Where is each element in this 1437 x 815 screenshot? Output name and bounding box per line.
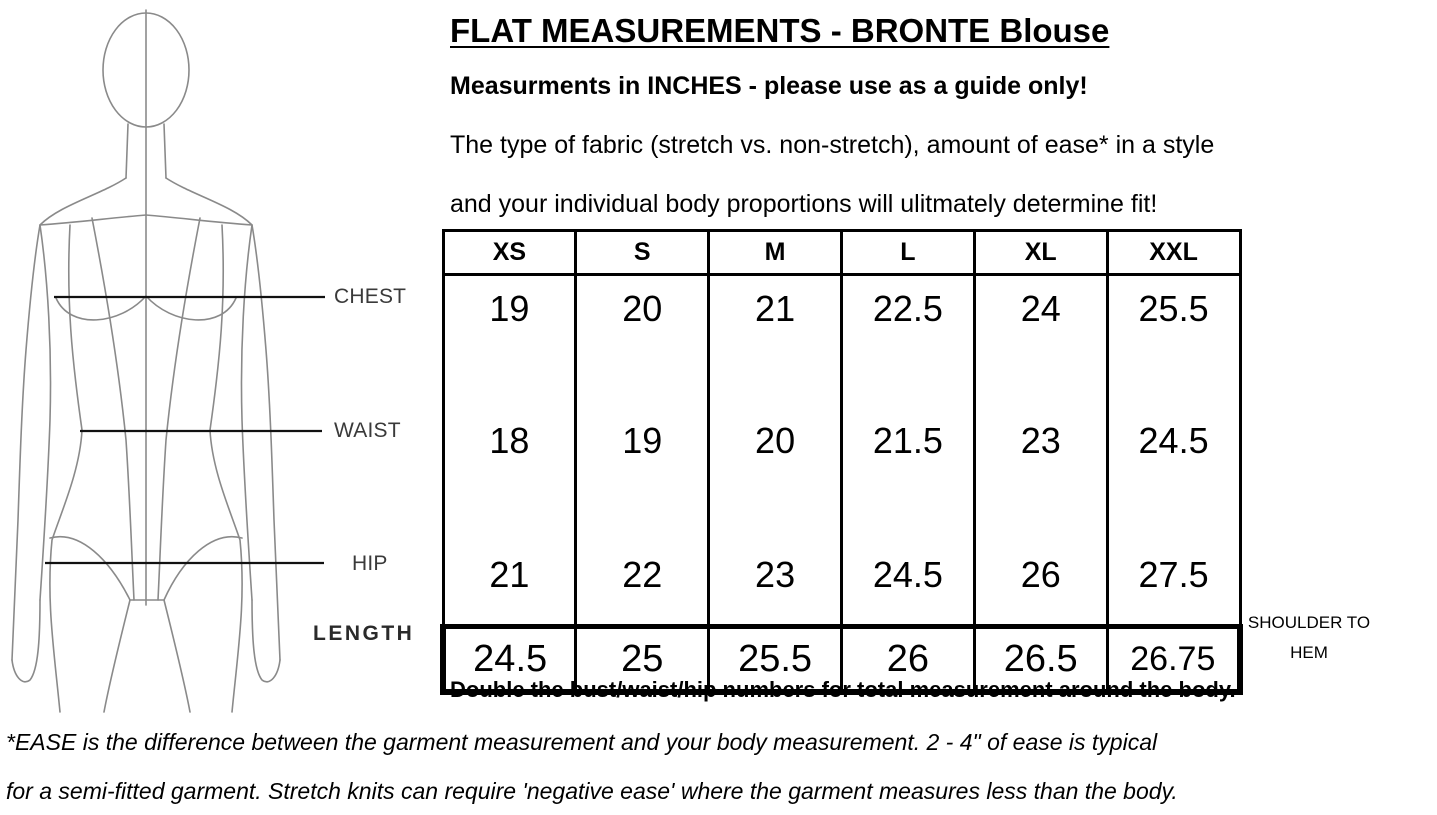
table-cell: 21 <box>443 550 576 627</box>
table-cell: 25.5 <box>1107 275 1240 411</box>
table-cell: 20 <box>576 275 709 411</box>
ease-note-line-1: *EASE is the difference between the garment measurement and your body measurement. 2 - 4" of ease is typical <box>6 729 1158 755</box>
size-header-l: L <box>841 231 974 275</box>
size-header-xxl: XXL <box>1107 231 1240 275</box>
double-measurement-note: Double the bust/waist/hip numbers for total measurement around the body. <box>450 677 1236 702</box>
table-cell: 23 <box>709 550 842 627</box>
table-header-row <box>443 231 1240 275</box>
description-line-1: The type of fabric (stretch vs. non-stretch), amount of ease* in a style <box>450 131 1215 159</box>
table-cell: 24.5 <box>443 627 576 693</box>
table-cell: 19 <box>576 410 709 550</box>
size-header-m: M <box>709 231 842 275</box>
table-cell: 27.5 <box>1107 550 1240 627</box>
table-cell: 26.75 <box>1107 627 1240 693</box>
table-cell: 25.5 <box>709 627 842 693</box>
body-measurement-figure <box>0 0 440 720</box>
table-cell: 24 <box>974 275 1107 411</box>
table-cell: 21 <box>709 275 842 411</box>
table-cell: 25 <box>576 627 709 693</box>
page-subtitle: Measurments in INCHES - please use as a guide only! <box>450 72 1088 100</box>
table-cell: 21.5 <box>841 410 974 550</box>
length-note-line-1: SHOULDER TO <box>1247 613 1371 632</box>
table-cell: 22 <box>576 550 709 627</box>
chest-label: CHEST <box>334 285 407 308</box>
table-cell: 19 <box>443 275 576 411</box>
table-cell: 18 <box>443 410 576 550</box>
chest-row <box>443 275 1240 411</box>
length-note <box>1240 608 1378 668</box>
table-cell: 26 <box>841 627 974 693</box>
size-header-xs: XS <box>443 231 576 275</box>
size-header-xl: XL <box>974 231 1107 275</box>
table-cell: 24.5 <box>1107 410 1240 550</box>
hip-label: HIP <box>352 552 388 575</box>
size-header-s: S <box>576 231 709 275</box>
length-note-line-2: HEM <box>1290 643 1328 662</box>
table-cell: 26.5 <box>974 627 1107 693</box>
description-line-2: and your individual body proportions will ulitmately determine fit! <box>450 190 1158 218</box>
table-cell: 26 <box>974 550 1107 627</box>
table-cell: 24.5 <box>841 550 974 627</box>
ease-note-line-2: for a semi-fitted garment. Stretch knits can require 'negative ease' where the garment measures less than the body. <box>6 778 1178 804</box>
table-cell: 22.5 <box>841 275 974 411</box>
page-title: FLAT MEASUREMENTS - BRONTE Blouse <box>450 12 1110 49</box>
body-measurement-figure-icon <box>0 0 440 720</box>
table-cell: 23 <box>974 410 1107 550</box>
length-label: LENGTH <box>313 622 415 645</box>
table-cell: 20 <box>709 410 842 550</box>
hip-row <box>443 550 1240 627</box>
size-chart-table <box>440 229 1243 695</box>
waist-row <box>443 410 1240 550</box>
waist-label: WAIST <box>334 419 401 442</box>
